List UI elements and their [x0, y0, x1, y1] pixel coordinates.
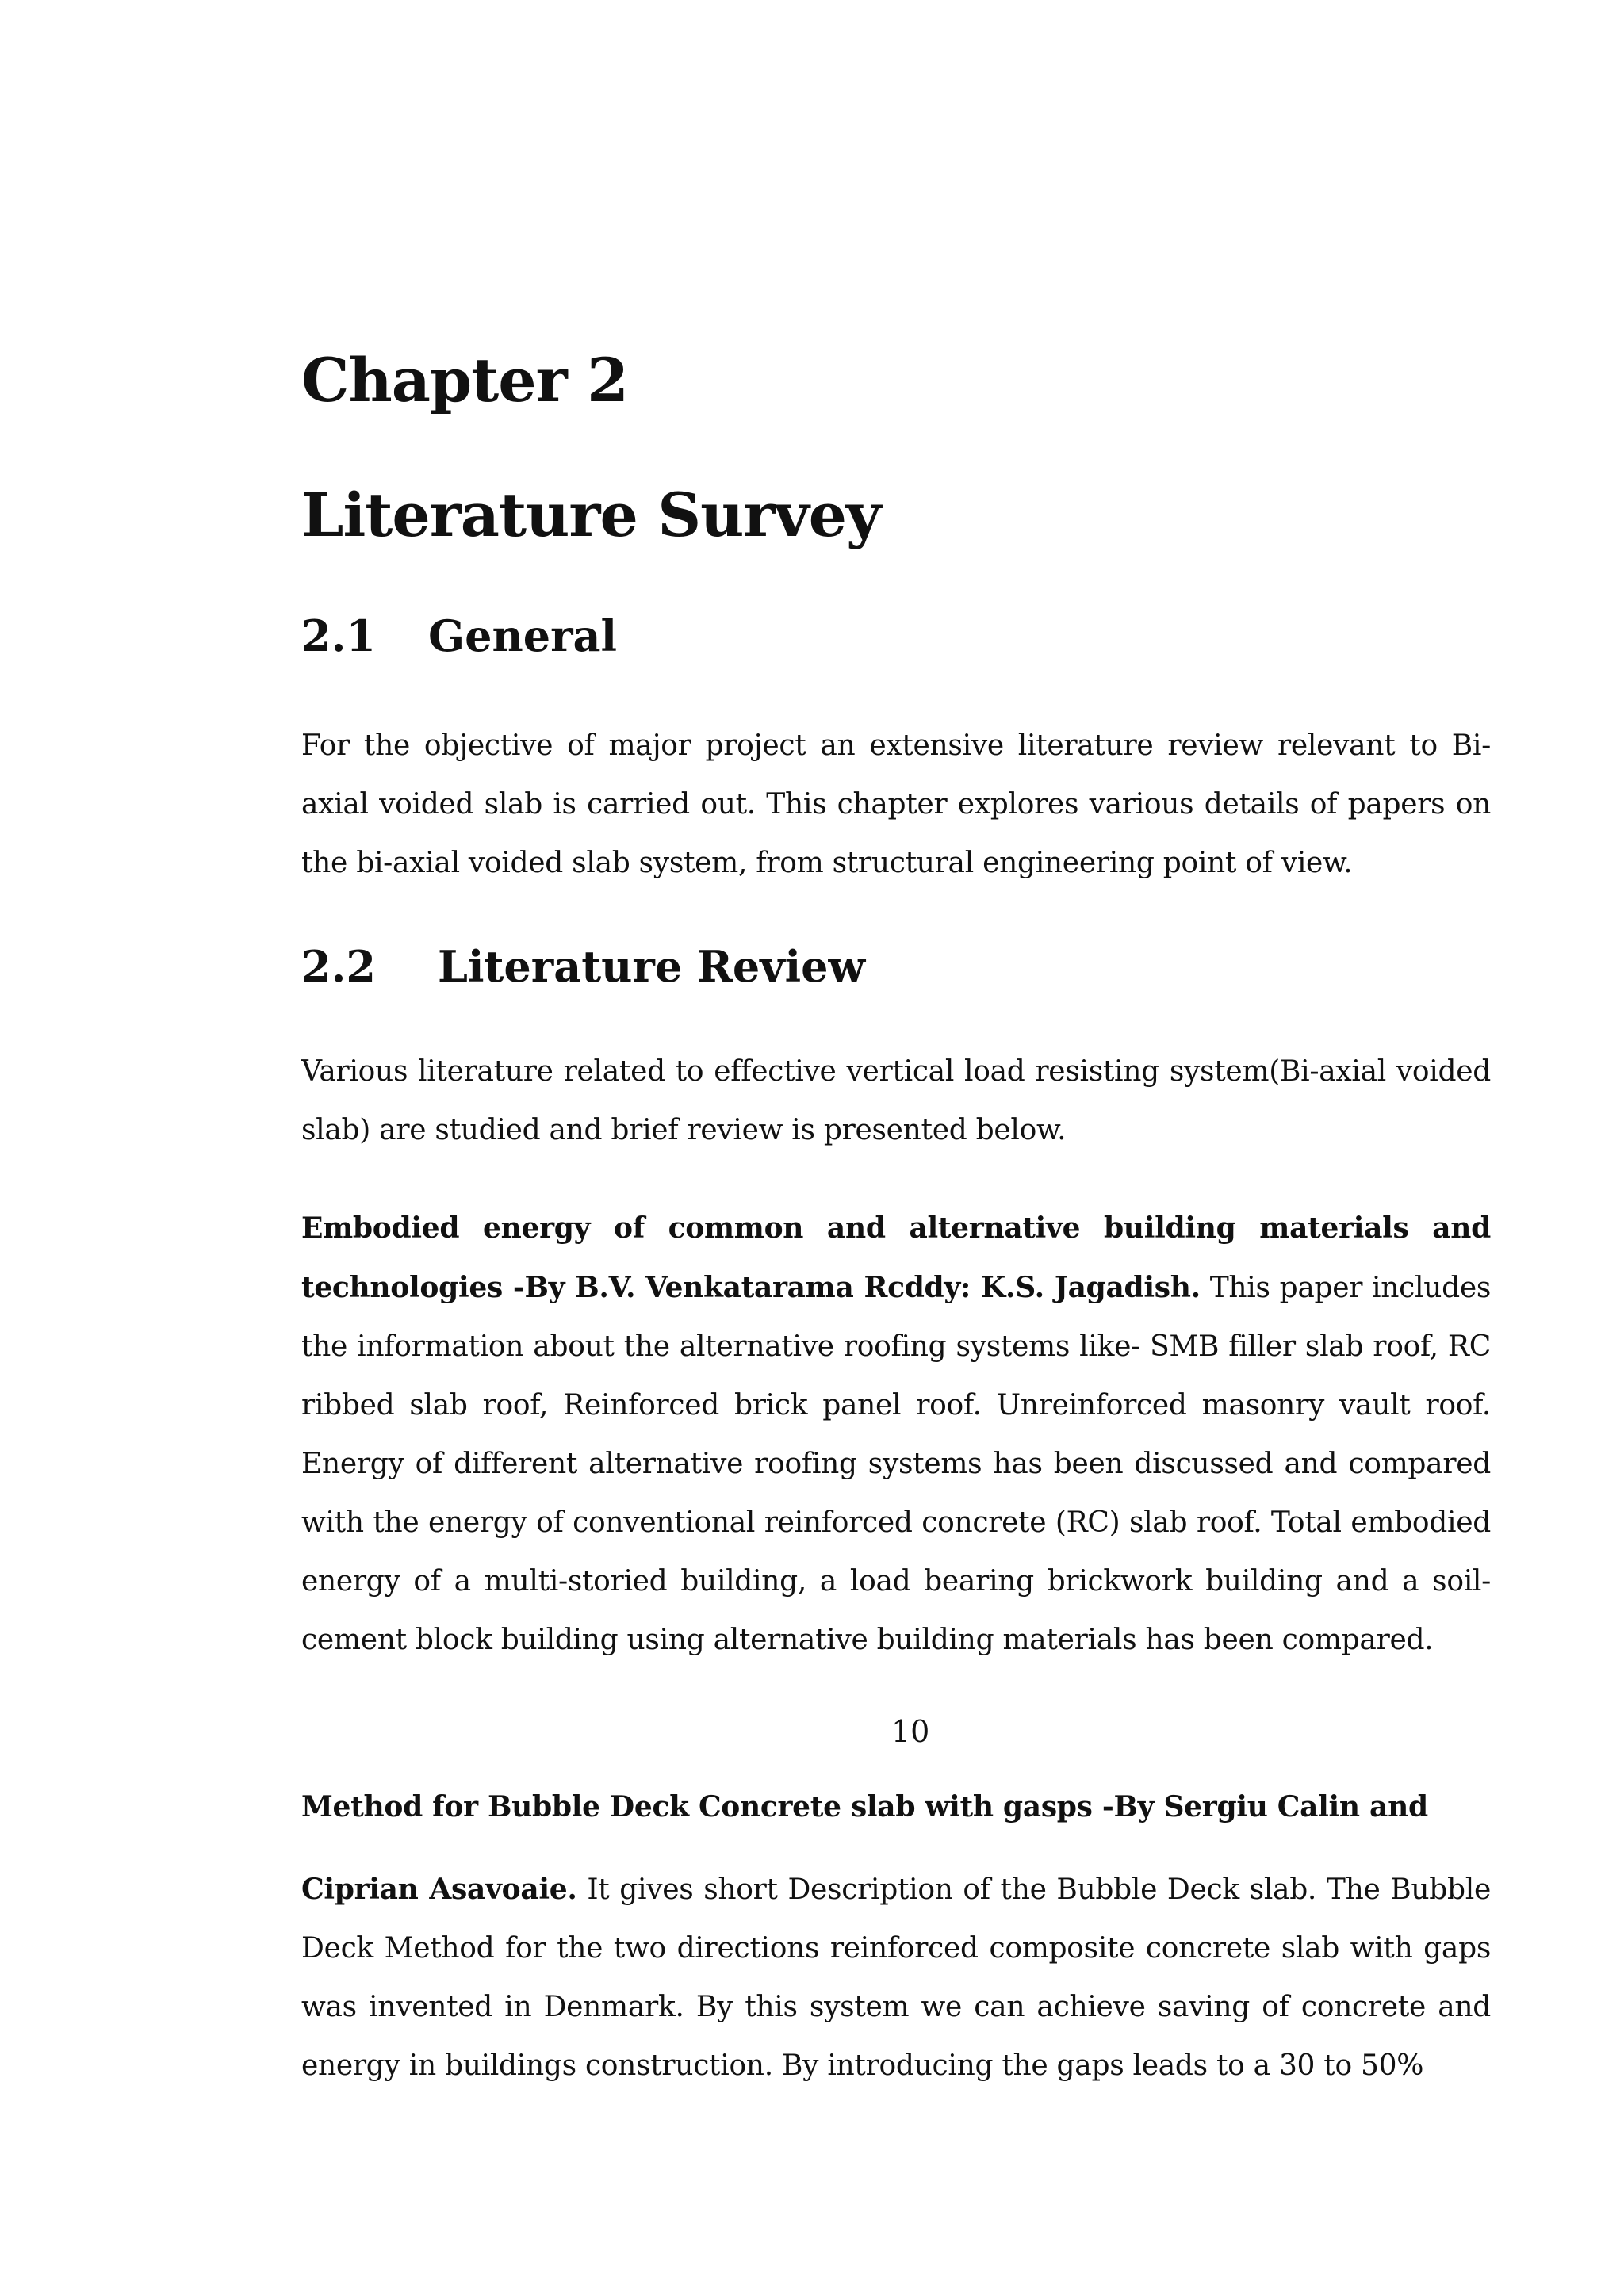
review-body: This paper includes the information about the alternative roofing systems like- SMB filler slab roof, RC ribbed slab roof, Reinforced brick panel roof. Unreinforced masonry vault roof. Energy of different alternative roofing systems has been discussed and compared with the energy of conventional reinforced concrete (RC) slab roof. Total embodied energy of a multi-storied building, a load bearing brickwork building and a soil-cement block building using alternative building materials has been compared.: [301, 1272, 1491, 1656]
review-embodied-energy: [301, 1199, 1491, 1670]
review-lead: Ciprian Asavoaie.: [301, 1873, 577, 1906]
section-title: General: [428, 610, 618, 661]
section-number: 2.1: [301, 610, 376, 661]
page-number: 10: [891, 1714, 930, 1749]
literature-review-intro-paragraph: Various literature related to effective vertical load resisting system(Bi-axial voided slab) are studied and brief review is presented below.: [301, 1055, 1491, 1146]
section-number: 2.2: [301, 941, 376, 992]
review-bubble-deck-heading: Method for Bubble Deck Concrete slab with gasps -By Sergiu Calin and: [301, 1790, 1428, 1823]
review-body: It gives short Description of the Bubble Deck slab. The Bubble Deck Method for the two directions reinforced composite concrete slab with gaps was invented in Denmark. By this system we can achieve saving of concrete and energy in buildings construction. By introducing the gaps leads to a 30 to 50%: [301, 1873, 1491, 2082]
chapter-title: Literature Survey: [301, 480, 881, 550]
review-bubble-deck: [301, 1860, 1491, 2095]
section-title: Literature Review: [438, 941, 865, 992]
general-paragraph: For the objective of major project an extensive literature review relevant to Bi-axial voided slab is carried out. This chapter explores various details of papers on the bi-axial voided slab system, from structural engineering point of view.: [301, 729, 1491, 879]
section-heading-general: [301, 610, 618, 661]
chapter-label: Chapter 2: [301, 345, 628, 415]
review-lead: Embodied energy of common and alternative building materials and technologies -By B.V. Venkatarama Rcddy: K.S. Jagadish.: [301, 1211, 1491, 1304]
section-heading-literature-review: [301, 941, 865, 992]
